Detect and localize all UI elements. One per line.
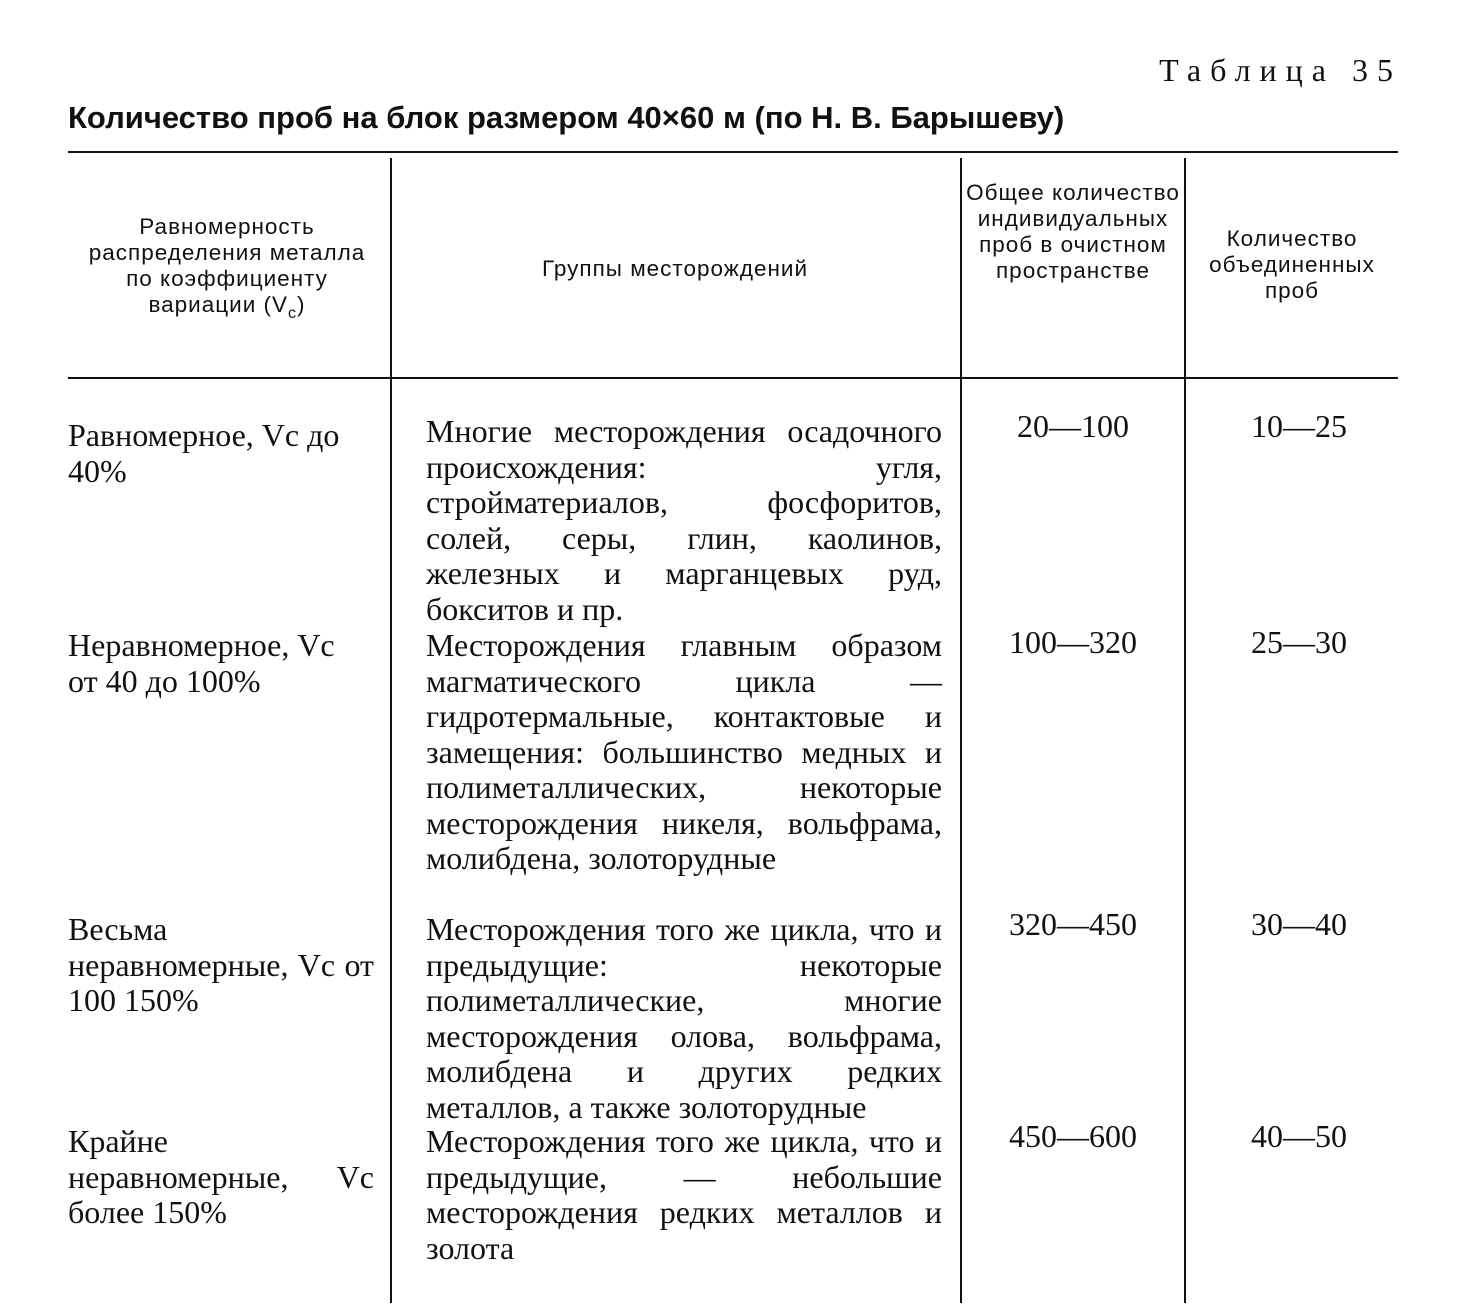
header-uniformity-sub: c [288, 305, 298, 322]
header-uniformity-close: ) [297, 292, 306, 317]
table-title: Количество проб на блок размером 40×60 м (по Н. В. Барышеву) [68, 100, 1065, 135]
row-3-groups: Месторождения того же цикла, что и предыдущие: некоторые полиметаллические, многие месторождения олова, вольфрама, молибдена и других редких металлов, а также золоторудные [426, 911, 942, 1125]
header-individual-samples: Общее количество индивидуальных проб в очистном пространстве [966, 180, 1180, 283]
header-combined-samples: Количество объединенных проб [1209, 226, 1375, 303]
row-4-groups: Месторождения того же цикла, что и предыдущие, — небольшие месторождения редких металлов и золота [426, 1123, 942, 1266]
row-2-groups: Месторождения главным образом магматического цикла — гидротермальные, контактовые и замещения: большинство медных и полиметаллических, некоторые месторождения никеля, вольфрама, молибдена, золоторудные [426, 627, 942, 876]
row-1-groups: Многие месторождения осадочного происхождения: угля, стройматериалов, фосфоритов, солей, серы, глин, каолинов, железных и марганцевых руд, бокситов и пр. [426, 413, 942, 627]
column-divider-1 [390, 158, 392, 1303]
header-rule [68, 377, 1398, 379]
row-2-uniformity: Неравномерное, Vc от 40 до 100% [68, 627, 335, 699]
row-3-uniformity: Весьма неравномерные, Vc от 100 150% [68, 911, 374, 1018]
table-label: Таблица 35 [1159, 52, 1402, 88]
row-2-individual: 100—320 [1009, 624, 1137, 660]
row-2-combined: 25—30 [1251, 624, 1347, 660]
row-4-combined: 40—50 [1251, 1118, 1347, 1154]
top-rule [68, 151, 1398, 153]
header-uniformity-text: Равномерность распределения металла по коэффициенту вариации (V [88, 214, 366, 317]
row-1-uniformity: Равномерное, Vc до 40% [68, 417, 340, 489]
header-groups: Группы месторождений [541, 256, 809, 281]
row-3-combined: 30—40 [1251, 906, 1347, 942]
row-1-individual: 20—100 [1017, 408, 1129, 444]
row-4-uniformity: Крайне неравномерные, Vc более 150% [68, 1123, 374, 1230]
header-uniformity [72, 214, 382, 327]
row-1-combined: 10—25 [1251, 408, 1347, 444]
row-4-individual: 450—600 [1009, 1118, 1137, 1154]
row-3-individual: 320—450 [1009, 906, 1137, 942]
